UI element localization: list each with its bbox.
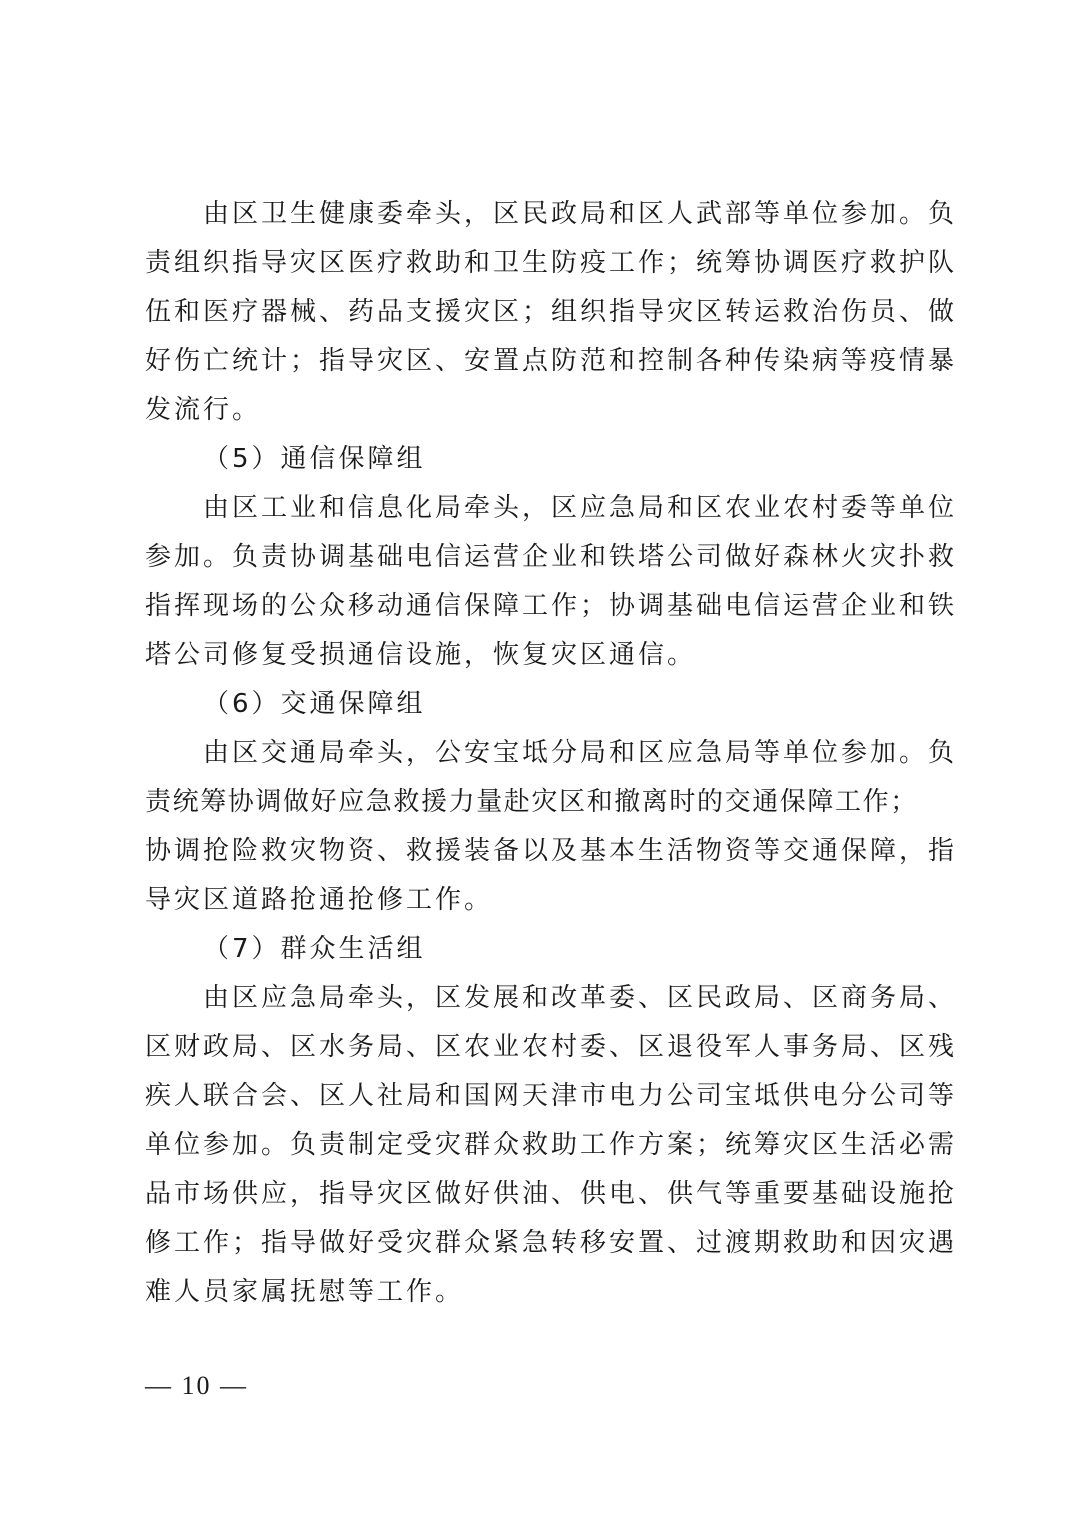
paragraph-line: 疾人联合会、区人社局和国网天津市电力公司宝坻供电分公司等 — [145, 1081, 958, 1111]
paragraph-line: 由区交通局牵头，公安宝坻分局和区应急局等单位参加。负 — [145, 738, 958, 768]
paragraph-line: 由区工业和信息化局牵头，区应急局和区农业农村委等单位 — [145, 493, 958, 523]
paragraph-line: 塔公司修复受损通信设施，恢复灾区通信。 — [145, 640, 697, 670]
section-heading-5: （5）通信保障组 — [203, 444, 426, 474]
paragraph-line: 导灾区道路抢通抢修工作。 — [145, 885, 494, 915]
paragraph-line: 修工作；指导做好受灾群众紧急转移安置、过渡期救助和因灾遇 — [145, 1228, 958, 1258]
paragraph-line: 难人员家属抚慰等工作。 — [145, 1277, 465, 1307]
paragraph-line: 品市场供应，指导灾区做好供油、供电、供气等重要基础设施抢 — [145, 1179, 958, 1209]
paragraph-line: 参加。负责协调基础电信运营企业和铁塔公司做好森林火灾扑救 — [145, 542, 958, 572]
paragraph-line: 发流行。 — [145, 395, 262, 425]
section-heading-6: （6）交通保障组 — [203, 689, 426, 719]
paragraph-line: 协调抢险救灾物资、救援装备以及基本生活物资等交通保障，指 — [145, 836, 958, 866]
page-number: — 10 — — [145, 1371, 248, 1400]
paragraph-line: 单位参加。负责制定受灾群众救助工作方案；统筹灾区生活必需 — [145, 1130, 958, 1160]
paragraph-line: 好伤亡统计；指导灾区、安置点防范和控制各种传染病等疫情暴 — [145, 346, 958, 376]
document-body — [145, 190, 958, 1317]
paragraph-line: 责组织指导灾区医疗救助和卫生防疫工作；统筹协调医疗救护队 — [145, 248, 958, 278]
paragraph-line: 责统筹协调做好应急救援力量赴灾区和撤离时的交通保障工作； — [145, 787, 918, 817]
paragraph-line: 由区应急局牵头，区发展和改革委、区民政局、区商务局、 — [145, 983, 958, 1013]
section-heading-7: （7）群众生活组 — [203, 934, 426, 964]
paragraph-line: 伍和医疗器械、药品支援灾区；组织指导灾区转运救治伤员、做 — [145, 297, 958, 327]
paragraph-line: 区财政局、区水务局、区农业农村委、区退役军人事务局、区残 — [145, 1032, 958, 1062]
paragraph-line: 指挥现场的公众移动通信保障工作；协调基础电信运营企业和铁 — [145, 591, 958, 621]
paragraph-line: 由区卫生健康委牵头，区民政局和区人武部等单位参加。负 — [145, 199, 958, 229]
